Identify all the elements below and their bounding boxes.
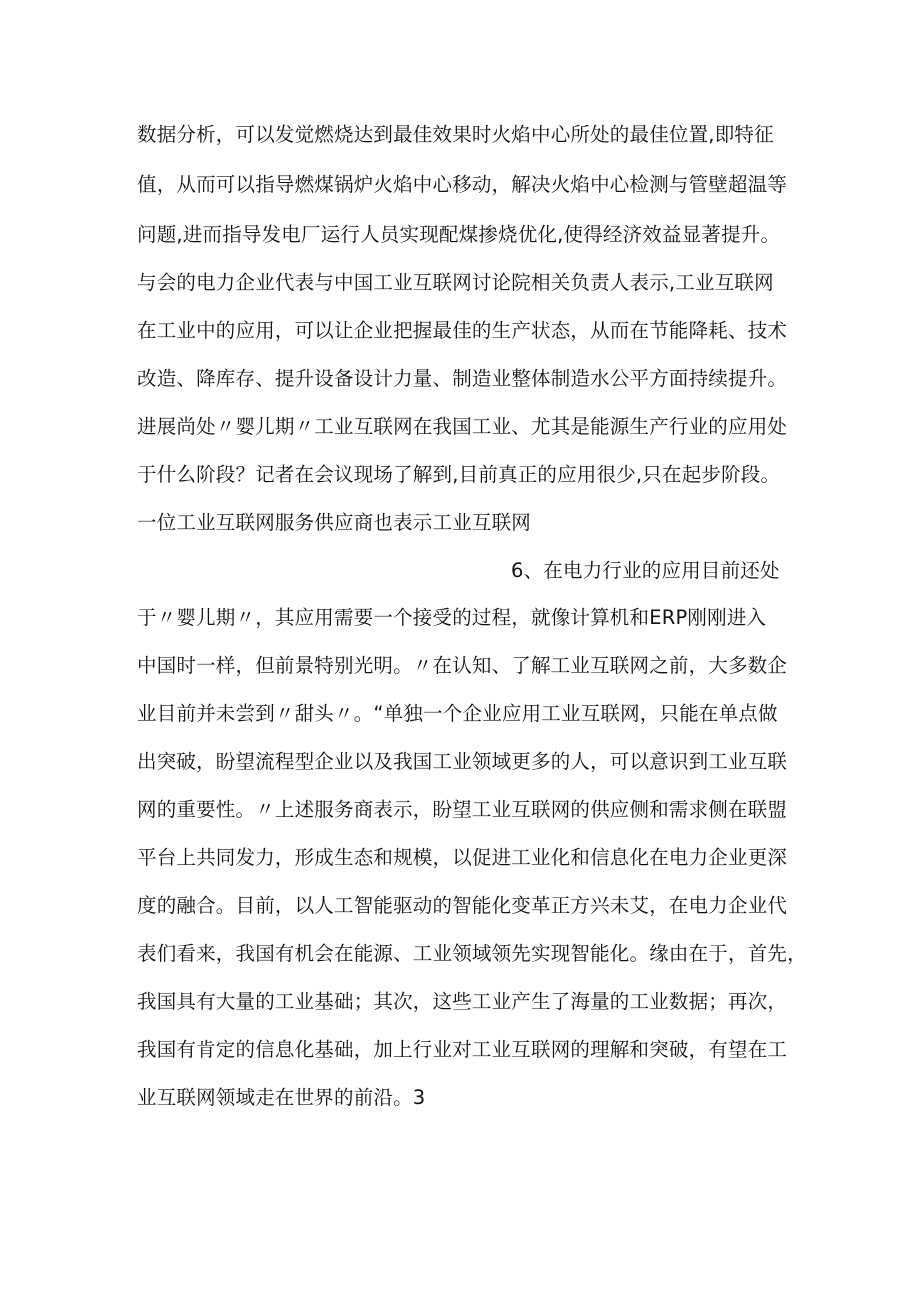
text-line: 出突破，盼望流程型企业以及我国工业领域更多的人，可以意识到工业互联 bbox=[137, 750, 788, 773]
text-line: 与会的电力企业代表与中国工业互联网讨论院相关负责人表示,工业互联网 bbox=[137, 271, 774, 294]
text-line: 值，从而可以指导燃煤锅炉火焰中心移动，解决火焰中心检测与管壁超温等 bbox=[137, 173, 788, 196]
text-line: 度的融合。目前，以人工智能驱动的智能化变革正方兴未艾，在电力企业代 bbox=[137, 894, 788, 917]
text-line: 问题,进而指导发电厂运行人员实现配煤掺烧优化,使得经济效益显著提升。 bbox=[137, 223, 781, 246]
text-line: 我国有肯定的信息化基础，加上行业对工业互联网的理解和突破，有望在工 bbox=[137, 1038, 788, 1061]
text-line: 在工业中的应用，可以让企业把握最佳的生产状态，从而在节能降耗、技术 bbox=[137, 319, 788, 342]
text-line: 网的重要性。〃上述服务商表示，盼望工业互联网的供应侧和需求侧在联盟 bbox=[137, 798, 788, 821]
text-line: 业目前并未尝到〃甜头〃。“单独一个企业应用工业互联网，只能在单点做 bbox=[137, 702, 778, 725]
text-line: 我国具有大量的工业基础；其次，这些工业产生了海量的工业数据；再次， bbox=[137, 990, 788, 1013]
text-line: 表们看来，我国有机会在能源、工业领域领先实现智能化。缘由在于，首先， bbox=[137, 942, 807, 965]
text-line: 平台上共同发力，形成生态和规模，以促进工业化和信息化在电力企业更深 bbox=[137, 846, 788, 869]
text-line: 改造、降库存、提升设备设计力量、制造业整体制造水公平方面持续提升。 bbox=[137, 367, 788, 390]
text-line: 一位工业互联网服务供应商也表示工业互联网 bbox=[137, 511, 532, 534]
text-line: 业互联网领域走在世界的前沿。3 bbox=[137, 1086, 426, 1109]
text-line: 进展尚处〃婴儿期〃工业互联网在我国工业、尤其是能源生产行业的应用处 bbox=[137, 415, 788, 438]
text-line: 中国时一样，但前景特别光明。〃在认知、了解工业互联网之前，大多数企 bbox=[137, 654, 788, 677]
text-line: 于什么阶段？记者在会议现场了解到,目前真正的应用很少,只在起步阶段。 bbox=[137, 463, 781, 486]
text-line: 于〃婴儿期〃，其应用需要一个接受的过程，就像计算机和ERP刚刚进入 bbox=[137, 606, 767, 629]
text-line: 6、在电力行业的应用目前还处 bbox=[511, 559, 780, 582]
text-line: 数据分析，可以发觉燃烧达到最佳效果时火焰中心所处的最佳位置,即特征 bbox=[137, 123, 774, 146]
